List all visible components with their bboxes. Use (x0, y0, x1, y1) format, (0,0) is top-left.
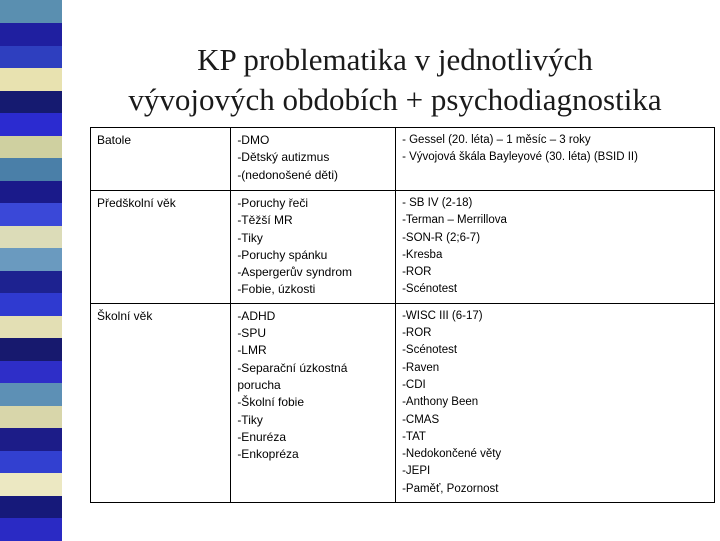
stripe-block (0, 518, 62, 541)
problem-item: -(nedonošené děti) (237, 167, 339, 182)
stripe-block (0, 225, 62, 248)
stripe-block (0, 315, 62, 338)
problems-cell (231, 191, 396, 304)
problem-item: -Těžší MR (237, 213, 293, 228)
problem-item: -Aspergerův syndrom (237, 265, 353, 280)
stage-label: Předškolní věk (97, 196, 176, 210)
decorative-side-stripe (0, 0, 62, 540)
problem-item: -Dětský autizmus (237, 150, 330, 165)
problems-cell (231, 303, 396, 502)
diagnostic-item: -WISC III (6-17) (402, 309, 483, 322)
diagnostic-item: -Terman – Merrillova (402, 214, 507, 227)
table-row (91, 303, 715, 502)
stage-cell (91, 128, 231, 191)
problem-item: -Tiky (237, 412, 263, 427)
diagnostic-item: -Scénotest (402, 344, 458, 357)
problem-item: -LMR (237, 343, 267, 358)
stage-cell (91, 303, 231, 502)
slide-title (70, 40, 720, 120)
diagnostic-item: -Paměť, Pozornost (402, 482, 499, 495)
stripe-block (0, 135, 62, 158)
problem-item: -Tiky (237, 230, 263, 245)
diagnostic-item: -ROR (402, 327, 432, 340)
problem-item: -Školní fobie (237, 395, 305, 410)
stripe-block (0, 90, 62, 113)
stripe-block (0, 23, 62, 46)
problems-cell (231, 128, 396, 191)
stripe-block (0, 270, 62, 293)
diagnostic-item: -Raven (402, 361, 440, 374)
title-line-1: KP problematika v jednotlivých (197, 42, 593, 77)
content-table (90, 127, 715, 503)
diagnostics-cell (396, 128, 715, 191)
diagnostic-item: -Nedokončené věty (402, 448, 502, 461)
diagnostic-item: -ROR (402, 266, 432, 279)
problem-item: -Poruchy řeči (237, 196, 308, 210)
stripe-block (0, 405, 62, 428)
table-row (91, 191, 715, 304)
diagnostic-item: - Vývojová škála Bayleyové (30. léta) (BSID II) (402, 151, 638, 164)
problem-item: -Enkopréza (237, 447, 299, 462)
stage-cell (91, 191, 231, 304)
stripe-block (0, 68, 62, 91)
stripe-block (0, 383, 62, 406)
stripe-block (0, 338, 62, 361)
stripe-block (0, 180, 62, 203)
stripe-block (0, 293, 62, 316)
problem-item: -SPU (237, 326, 266, 341)
problem-item: -Enuréza (237, 429, 287, 444)
stripe-block (0, 360, 62, 383)
stripe-block (0, 473, 62, 496)
stripe-block (0, 158, 62, 181)
diagnostic-item: -Anthony Been (402, 396, 479, 409)
problem-item: -Fobie, úzkosti (237, 282, 316, 297)
stripe-block (0, 450, 62, 473)
diagnostic-item: -JEPI (402, 465, 431, 478)
problem-item: -DMO (237, 133, 270, 147)
diagnostic-item: -Kresba (402, 248, 443, 261)
title-line-2: vývojových obdobích + psychodiagnostika (128, 82, 662, 117)
diagnostic-item: - Gessel (20. léta) – 1 měsíc – 3 roky (402, 134, 591, 146)
stripe-edge (62, 0, 66, 540)
diagnostics-cell (396, 191, 715, 304)
stripe-block (0, 248, 62, 271)
stage-label: Školní věk (97, 308, 153, 323)
diagnostic-item: - SB IV (2-18) (402, 197, 473, 209)
diagnostics-cell (396, 303, 715, 502)
stripe-block (0, 495, 62, 518)
diagnostic-item: -TAT (402, 430, 426, 443)
problem-item: -Poruchy spánku (237, 247, 328, 262)
stage-label: Batole (97, 133, 132, 147)
diagnostic-item: -Scénotest (402, 283, 458, 296)
stripe-block (0, 203, 62, 226)
table-row (91, 128, 715, 191)
problem-item: -ADHD (237, 308, 276, 323)
stripe-block (0, 113, 62, 136)
diagnostic-item: -SON-R (2;6-7) (402, 231, 481, 244)
stripe-block (0, 45, 62, 68)
stripe-block (0, 0, 62, 23)
stripe-block (0, 428, 62, 451)
diagnostic-item: -CMAS (402, 413, 440, 426)
problem-item: -Separační úzkostná porucha (237, 360, 348, 392)
diagnostic-item: -CDI (402, 378, 426, 391)
